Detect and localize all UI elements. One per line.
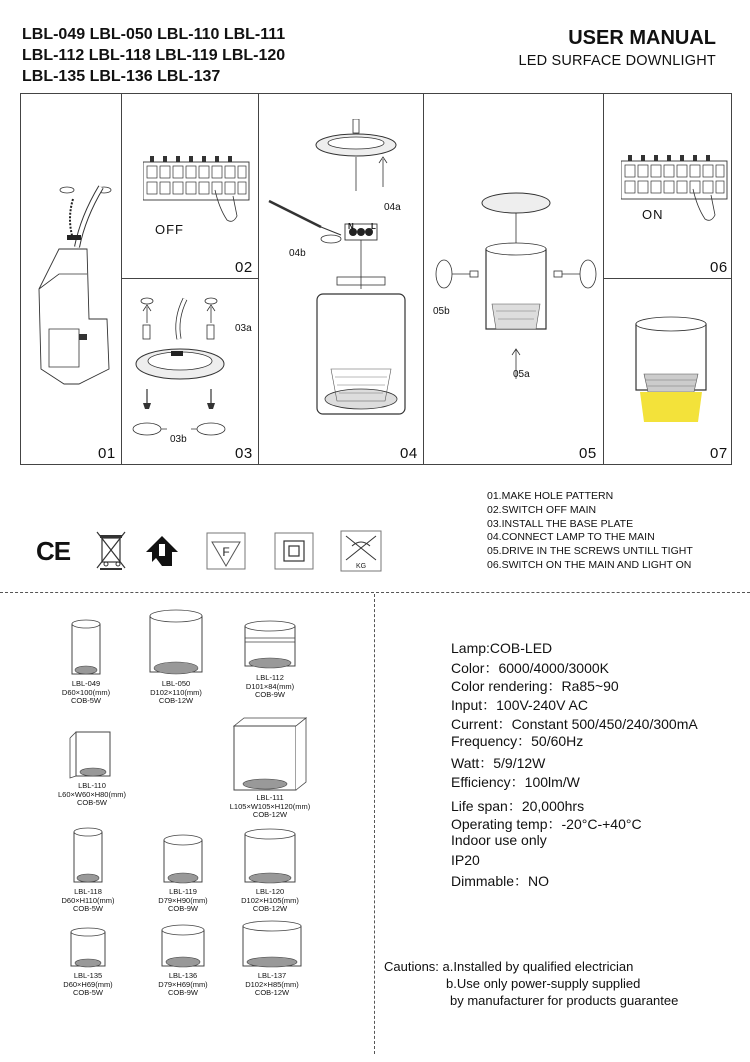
ce-icon: CE [36,536,71,566]
product-power: COB-9W [168,988,198,998]
product-power: COB-5W [77,798,107,808]
product-lbl-137 [234,920,310,998]
lamp-lit-illustration [626,314,716,434]
caution-line: Cautions: a.Installed by qualified electrician [384,959,634,974]
instruction-list [487,490,693,573]
round-downlight-icon [68,926,108,970]
screw-tighten-illustration [426,189,601,389]
f-mark-label: F [222,545,230,559]
document-title: USER MANUAL [568,27,716,49]
spec-item: Indoor use only [451,832,547,848]
terminal-l-label: L [371,222,376,231]
document-subtitle: LED SURFACE DOWNLIGHT [518,53,716,69]
grid-divider [603,278,731,279]
product-power: COB-5W [73,904,103,914]
instruction-item: 04.CONNECT LAMP TO THE MAIN [487,531,655,544]
connect-lamp-illustration [261,119,421,439]
section-divider [374,594,375,1054]
product-lbl-119 [148,834,218,914]
product-lbl-136 [148,924,218,998]
instruction-item: 06.SWITCH ON THE MAIN AND LIGHT ON [487,558,692,571]
product-power: COB-9W [255,690,285,700]
f-mark-icon [206,532,246,570]
product-model: LBL-111 [256,793,284,802]
product-model: LBL-120 [255,887,285,896]
grid-divider [121,278,258,279]
product-lbl-120 [232,828,308,914]
instruction-item: 01.MAKE HOLE PATTERN [487,490,614,502]
product-size: L60×W60×H80(mm) [58,789,126,799]
step-number: 01 [98,445,116,462]
product-power: COB-12W [158,696,194,706]
product-lbl-112 [232,620,308,700]
product-lbl-135 [56,926,120,998]
model-line: LBL-112 LBL-118 LBL-119 LBL-120 [22,47,286,64]
product-size: D60×H69(mm) [63,979,113,989]
spec-item: Current：Constant 500/450/240/300mA [451,716,698,732]
product-model: LBL-118 [74,887,102,896]
kg-label: KG [355,563,367,570]
double-insulation-icon [274,532,314,570]
product-size: D101×84(mm) [245,681,295,691]
model-list [22,24,382,87]
product-lbl-050 [140,608,212,706]
spec-item: Operating temp：-20°C-+40°C [451,816,642,832]
spec-item: Frequency：50/60Hz [451,733,584,749]
round-downlight-icon [161,834,205,886]
caution-line: by manufacturer for products guarantee [450,993,679,1008]
product-size: D60×100(mm) [61,687,111,697]
callout-03b: 03b [170,434,187,445]
callout-05b: 05b [433,306,450,317]
round-downlight-icon [147,608,205,678]
instruction-item: 05.DRIVE IN THE SCREWS UNTILL TIGHT [487,545,693,558]
switch-off-label: OFF [155,222,184,237]
product-model: LBL-110 [78,781,106,790]
product-size: D79×H69(mm) [158,979,208,989]
product-model: LBL-137 [257,971,287,980]
product-size: L105×W105×H120(mm) [229,801,311,811]
product-model: LBL-049 [71,679,101,688]
spec-item: Life span：20,000hrs [451,798,585,814]
product-model: LBL-119 [169,887,197,896]
callout-05a: 05a [513,369,530,380]
no-insulation-cover-icon [340,530,382,572]
spec-item: Dimmable：NO [451,873,550,889]
base-plate-illustration [125,289,255,459]
product-power: COB-5W [73,988,103,998]
instruction-item: 02.SWITCH OFF MAIN [487,503,597,516]
round-downlight-icon [71,826,105,886]
product-power: COB-12W [254,988,290,998]
step-number: 03 [235,445,253,462]
caution-line: b.Use only power-supply supplied [446,976,641,991]
section-divider [0,592,750,593]
product-lbl-118 [56,826,120,914]
callout-03a: 03a [235,323,252,334]
model-line: LBL-049 LBL-050 LBL-110 LBL-111 [22,26,286,43]
indoor-use-icon [144,532,180,568]
grid-divider [258,94,259,464]
grid-divider [603,94,604,464]
terminal-block-off-illustration [143,150,251,228]
product-lbl-111 [222,716,318,820]
spec-item: Input：100V-240V AC [451,697,588,713]
product-lbl-049 [54,618,118,706]
step-number: 05 [579,445,597,462]
product-size: D102×H85(mm) [245,979,299,989]
product-size: D102×110(mm) [150,687,202,697]
product-model: LBL-135 [73,971,103,980]
spec-item: Watt：5/9/12W [451,755,546,771]
terminal-n-label: N [348,222,354,231]
spec-item: Color：6000/4000/3000K [451,660,610,676]
terminal-block-on-illustration [621,149,729,227]
product-power: COB-12W [252,810,288,820]
spec-item: IP20 [451,852,480,868]
round-downlight-icon [242,828,298,886]
round-downlight-ring-icon [242,620,298,672]
product-model: LBL-112 [256,673,284,682]
spec-item: Color rendering：Ra85~90 [451,678,619,694]
cautions [384,958,678,1009]
step-number: 07 [710,445,728,462]
step-number: 02 [235,259,253,276]
callout-04b: 04b [289,248,306,259]
product-model: LBL-136 [168,971,198,980]
product-size: D60×H110(mm) [61,895,115,905]
round-downlight-icon [159,924,207,970]
callout-04a: 04a [384,202,401,213]
step-number: 06 [710,259,728,276]
step-number: 04 [400,445,418,462]
product-model: LBL-050 [161,679,191,688]
model-line: LBL-135 LBL-136 LBL-137 [22,68,221,85]
product-power: COB-5W [71,696,101,706]
product-lbl-110 [54,730,130,808]
square-downlight-icon [68,730,116,780]
square-downlight-icon [230,716,310,792]
ceiling-hole-illustration [29,169,119,449]
grid-divider [423,94,424,464]
product-size: D102×H105(mm) [241,895,299,905]
round-downlight-icon [240,920,304,970]
switch-on-label: ON [642,207,664,222]
grid-divider [121,94,122,464]
product-size: D79×H90(mm) [158,895,208,905]
product-power: COB-9W [168,904,198,914]
installation-steps-grid [20,93,732,465]
weee-bin-icon [94,530,128,570]
spec-item: Lamp:COB-LED [451,640,553,656]
spec-item: Efficiency：100lm/W [451,774,580,790]
product-power: COB-12W [252,904,288,914]
instruction-item: 03.INSTALL THE BASE PLATE [487,517,634,530]
round-downlight-icon [69,618,103,678]
